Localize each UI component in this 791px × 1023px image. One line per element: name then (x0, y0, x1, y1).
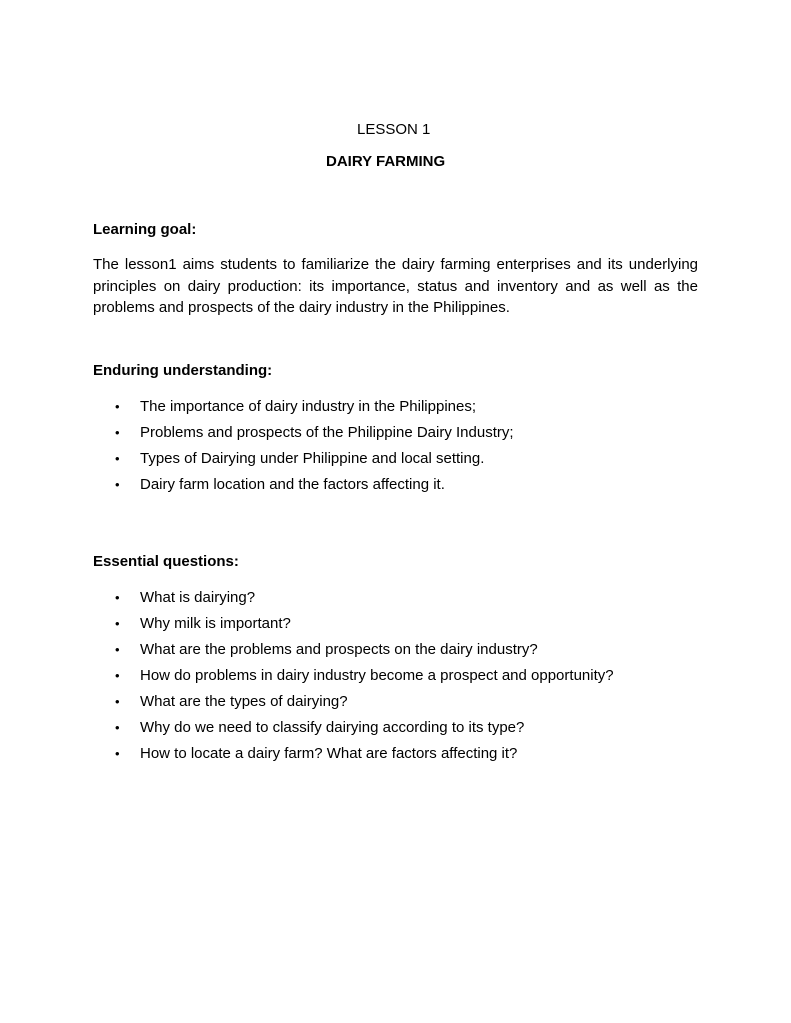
bullet-icon: • (115, 425, 120, 440)
bullet-icon: • (115, 746, 120, 761)
list-item (0, 398, 791, 424)
list-item (0, 589, 791, 615)
essential-questions-list (0, 589, 791, 771)
lesson-number: LESSON 1 (357, 121, 431, 138)
list-item-text: Problems and prospects of the Philippine Dairy Industry; (140, 424, 514, 441)
list-item-text: Why do we need to classify dairying according to its type? (140, 719, 525, 736)
list-item (0, 424, 791, 450)
list-item-text: How do problems in dairy industry become a prospect and opportunity? (140, 667, 614, 684)
list-item-text: How to locate a dairy farm? What are factors affecting it? (140, 745, 518, 762)
bullet-icon: • (115, 642, 120, 657)
bullet-icon: • (115, 616, 120, 631)
list-item-text: What is dairying? (140, 589, 256, 606)
list-item-text: Dairy farm location and the factors affecting it. (140, 476, 445, 493)
list-item (0, 476, 791, 502)
list-item (0, 450, 791, 476)
learning-goal-text: The lesson1 aims students to familiarize the dairy farming enterprises and its underlying principles on dairy production: its importance, status and inventory and as well as the problems and prospects of the dairy industry in the Philippines. (93, 256, 698, 316)
list-item (0, 667, 791, 693)
list-item-text: What are the types of dairying? (140, 693, 348, 710)
bullet-icon: • (115, 720, 120, 735)
essential-questions-heading: Essential questions: (93, 553, 239, 570)
bullet-icon: • (115, 668, 120, 683)
bullet-icon: • (115, 477, 120, 492)
learning-goal-heading: Learning goal: (93, 221, 197, 238)
list-item-text: The importance of dairy industry in the Philippines; (140, 398, 477, 415)
list-item (0, 719, 791, 745)
list-item-text: Why milk is important? (140, 615, 291, 632)
enduring-understanding-heading: Enduring understanding: (93, 362, 273, 379)
bullet-icon: • (115, 451, 120, 466)
bullet-icon: • (115, 399, 120, 414)
bullet-icon: • (115, 694, 120, 709)
list-item-text: Types of Dairying under Philippine and local setting. (140, 450, 485, 467)
list-item-text: What are the problems and prospects on the dairy industry? (140, 641, 538, 658)
list-item (0, 615, 791, 641)
bullet-icon: • (115, 590, 120, 605)
enduring-understanding-list (0, 398, 791, 502)
list-item (0, 641, 791, 667)
lesson-title: DAIRY FARMING (326, 153, 446, 170)
list-item (0, 693, 791, 719)
list-item (0, 745, 791, 771)
